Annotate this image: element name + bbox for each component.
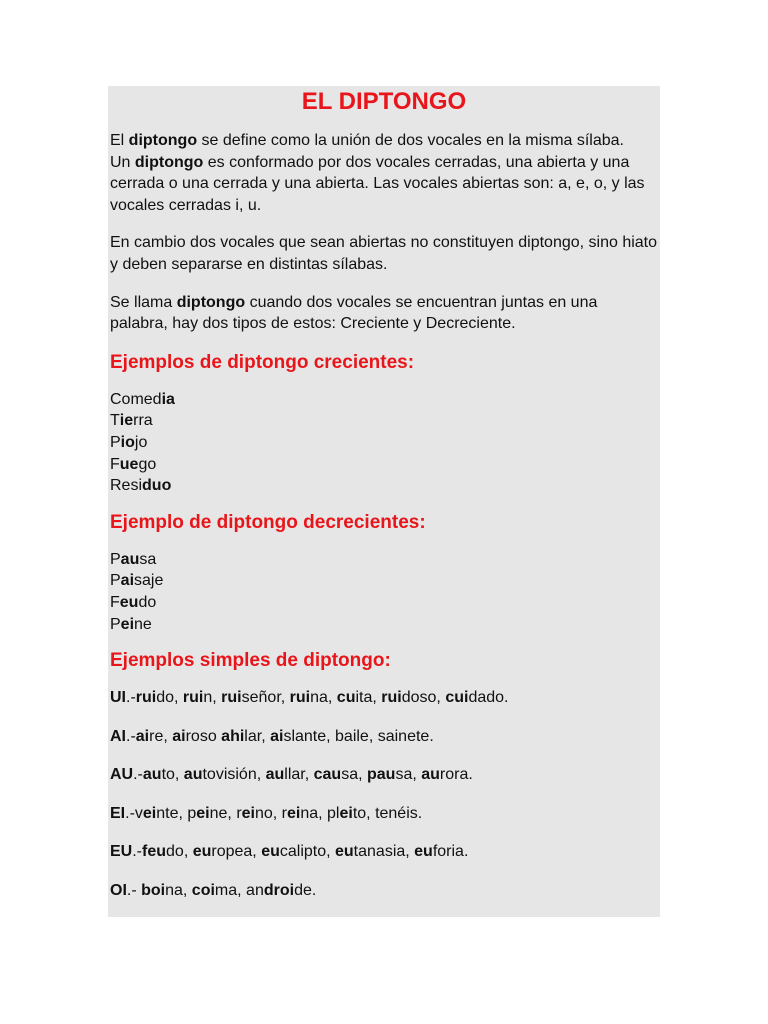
- text-run: En cambio dos vocales que sean abiertas no constituyen diptongo, sino hiato y deben separarse en distintas sílabas.: [110, 234, 658, 273]
- bold-run: EU: [110, 843, 133, 861]
- bold-run: ei: [196, 804, 210, 822]
- bold-run: au: [183, 766, 203, 784]
- bold-run: rui: [289, 689, 311, 707]
- bold-run: ei: [120, 615, 135, 633]
- bold-run: io: [120, 433, 135, 451]
- text-run: do: [138, 593, 157, 611]
- text-run: F: [110, 593, 120, 611]
- text-run: señor,: [241, 689, 290, 707]
- text-run: P: [110, 433, 121, 451]
- bold-run: ei: [287, 804, 301, 822]
- bold-run: pau: [367, 766, 396, 784]
- text-run: na,: [310, 689, 337, 707]
- bold-run: ue: [119, 455, 139, 473]
- text-run: sa,: [341, 766, 367, 784]
- bold-run: rui: [381, 689, 402, 707]
- text-run: Comed: [110, 390, 162, 408]
- example-word: [110, 592, 658, 614]
- example-word: [110, 614, 658, 636]
- text-run: se define como la unión de dos vocales en la misma sílaba.: [197, 132, 624, 149]
- bold-run: ei: [339, 804, 353, 822]
- text-run: do,: [166, 843, 193, 861]
- bold-run: ai: [172, 727, 186, 745]
- bold-run: cu: [336, 689, 356, 707]
- text-run: de.: [294, 882, 317, 900]
- text-run: nte, p: [156, 804, 197, 822]
- text-run: .-: [126, 689, 136, 707]
- bold-run: eu: [192, 843, 212, 861]
- bold-run: eu: [261, 843, 280, 861]
- example-row: [110, 803, 658, 825]
- bold-run: ei: [241, 804, 255, 822]
- text-run: Un: [110, 153, 135, 171]
- bold-run: cau: [313, 766, 342, 784]
- page-title: EL DIPTONGO: [301, 88, 467, 115]
- example-word: [110, 389, 658, 411]
- text-run: sa,: [395, 766, 422, 784]
- example-word: [110, 410, 658, 432]
- text-run: ropea,: [211, 843, 262, 861]
- bold-run: ahi: [221, 727, 245, 745]
- text-run: na, pl: [300, 804, 340, 822]
- bold-run: rui: [221, 689, 242, 707]
- document-panel: [108, 86, 660, 917]
- bold-run: droi: [263, 882, 295, 900]
- bold-run: OI: [110, 882, 127, 900]
- bold-run: ai: [120, 572, 135, 590]
- bold-run: feu: [142, 843, 167, 861]
- text-run: dado.: [468, 689, 509, 707]
- bold-run: coi: [191, 882, 215, 900]
- bold-run: diptongo: [134, 153, 204, 171]
- text-run: tanasia,: [353, 843, 415, 861]
- text-run: calipto,: [279, 843, 335, 861]
- text-run: Resi: [110, 477, 143, 495]
- text-run: llar,: [284, 766, 314, 784]
- text-run: to, tenéis.: [352, 804, 423, 822]
- bold-run: AU: [110, 766, 134, 784]
- decrecientes-list: [110, 549, 658, 635]
- heading-crecientes: Ejemplos de diptongo crecientes:: [110, 351, 415, 373]
- text-run: sa: [139, 550, 157, 568]
- bold-run: cui: [445, 689, 469, 707]
- text-run: tovisión,: [202, 766, 266, 784]
- simples-examples: [110, 687, 658, 902]
- bold-run: eu: [335, 843, 354, 861]
- bold-run: boi: [141, 882, 166, 900]
- example-word: [110, 570, 658, 592]
- example-word: [110, 454, 658, 476]
- example-row: [110, 841, 658, 863]
- text-run: F: [110, 455, 120, 473]
- bold-run: eu: [119, 593, 139, 611]
- text-run: cuando dos vocales se encuentran juntas en una palabra, hay dos tipos de estos: Creciente y Decreciente.: [110, 293, 598, 333]
- bold-run: diptongo: [128, 132, 198, 149]
- text-run: rra: [133, 412, 153, 430]
- bold-run: ie: [119, 412, 134, 430]
- text-run: roso: [185, 727, 222, 745]
- bold-run: rui: [182, 689, 204, 707]
- example-row: [110, 764, 658, 786]
- bold-run: rui: [135, 689, 157, 707]
- text-run: na,: [165, 882, 192, 900]
- heading-simples: Ejemplos simples de diptongo:: [110, 650, 391, 672]
- text-run: Se llama: [110, 293, 177, 311]
- bold-run: ia: [161, 390, 175, 408]
- text-run: P: [110, 615, 121, 633]
- text-run: P: [110, 550, 121, 568]
- bold-run: au: [265, 766, 285, 784]
- text-run: jo: [134, 433, 148, 451]
- bold-run: EI: [110, 804, 126, 822]
- bold-run: ai: [135, 727, 150, 745]
- crecientes-list: [110, 389, 658, 497]
- bold-run: AI: [110, 727, 126, 745]
- text-run: to,: [161, 766, 184, 784]
- bold-run: UI: [110, 689, 126, 707]
- bold-run: au: [120, 550, 140, 568]
- text-run: T: [110, 412, 120, 430]
- text-run: ma, an: [214, 882, 264, 900]
- example-word: [110, 475, 658, 497]
- bold-run: au: [142, 766, 162, 784]
- text-run: doso,: [401, 689, 446, 707]
- text-run: es conformado por dos vocales cerradas, una abierta y una cerrada o una cerrada y una abierta. Las vocales abiertas son: a, e, o, y las vocales cerradas i, u.: [110, 153, 645, 214]
- intro-paragraph-3: [110, 292, 658, 335]
- bold-run: ai: [270, 727, 284, 745]
- bold-run: diptongo: [176, 293, 246, 311]
- text-run: P: [110, 572, 121, 590]
- text-run: .-: [126, 727, 136, 745]
- text-run: ne, r: [209, 804, 242, 822]
- bold-run: duo: [142, 477, 172, 495]
- bold-run: ei: [142, 804, 157, 822]
- text-run: .-: [132, 843, 143, 861]
- text-run: foria.: [432, 843, 469, 861]
- example-row: [110, 726, 658, 748]
- bold-run: au: [421, 766, 440, 784]
- text-run: slante, baile, sainete.: [283, 727, 434, 745]
- heading-decrecientes: Ejemplo de diptongo decrecientes:: [110, 511, 426, 533]
- text-run: re,: [149, 727, 173, 745]
- intro-paragraph-2: [110, 232, 658, 275]
- text-run: .-: [126, 882, 142, 900]
- text-run: .-: [133, 766, 143, 784]
- bold-run: eu: [414, 843, 433, 861]
- example-word: [110, 432, 658, 454]
- text-run: saje: [134, 572, 164, 590]
- text-run: .-v: [125, 804, 143, 822]
- text-run: rora.: [439, 766, 473, 784]
- text-run: do,: [156, 689, 183, 707]
- text-run: no, r: [254, 804, 287, 822]
- text-run: El: [110, 132, 129, 149]
- text-run: go: [138, 455, 157, 473]
- text-run: lar,: [244, 727, 271, 745]
- example-row: [110, 687, 658, 709]
- example-row: [110, 880, 658, 902]
- text-run: n,: [203, 689, 222, 707]
- text-run: ita,: [355, 689, 382, 707]
- intro-paragraph-1: [110, 130, 658, 216]
- example-word: [110, 549, 658, 571]
- text-run: ne: [134, 615, 152, 633]
